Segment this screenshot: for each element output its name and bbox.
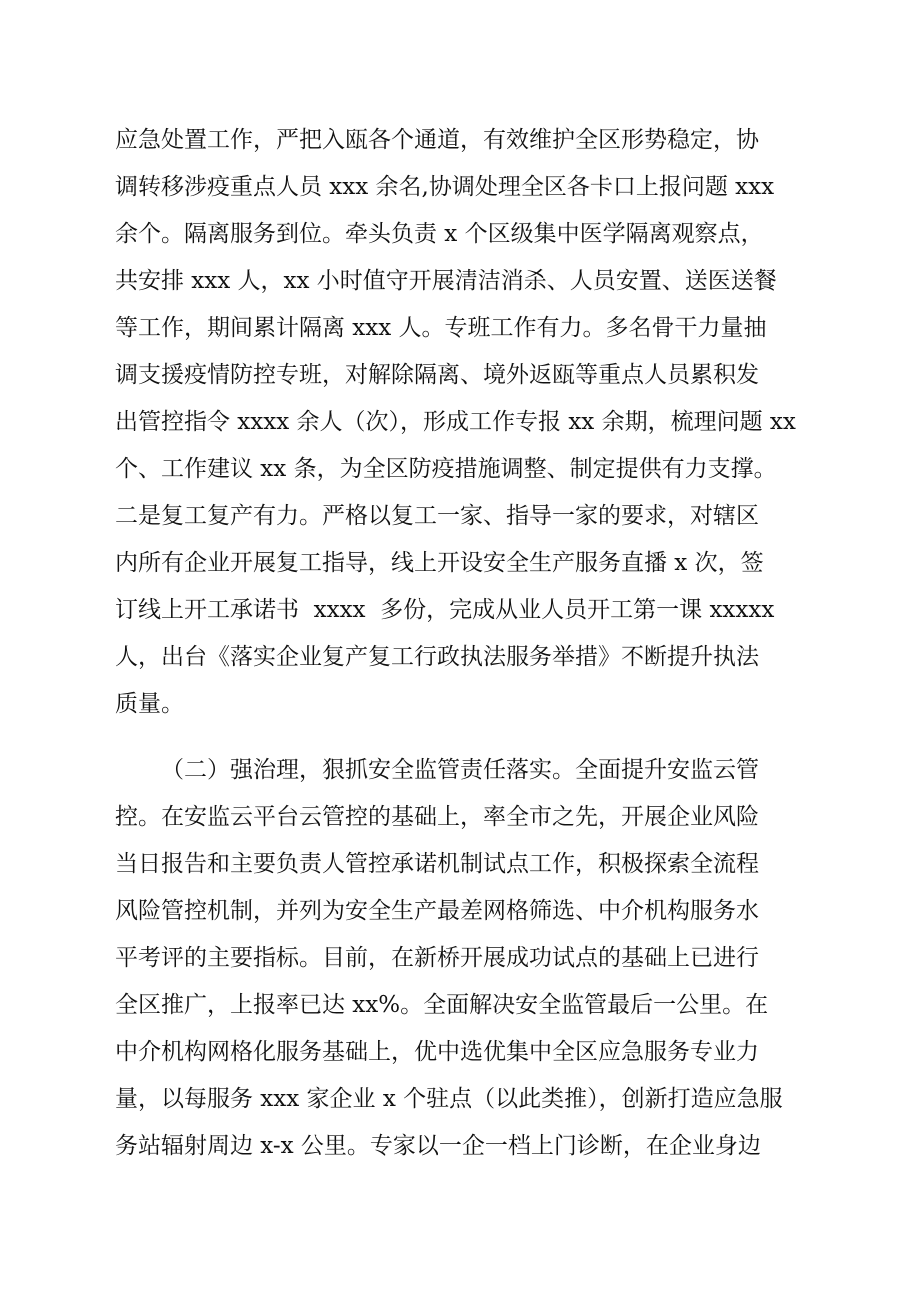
text-line <box>0 986 920 1033</box>
text-line <box>0 845 920 892</box>
text-line <box>0 1033 920 1080</box>
text-line-content: 全区推广，上报率已达 xx%。全面解决安全监管最后一公里。在 <box>115 992 769 1018</box>
document-body <box>0 121 920 1174</box>
text-line <box>0 309 920 356</box>
text-line-content: 订线上开工承诺书 xxxx 多份，完成从业人员开工第一课 xxxxx <box>115 597 775 623</box>
text-line <box>0 798 920 845</box>
text-line-content: 人，出台《落实企业复产复工行政执法服务举措》不断提升执法 <box>115 644 759 670</box>
text-line-content: 中介机构网格化服务基础上，优中选优集中全区应急服务专业力 <box>115 1039 759 1065</box>
text-line <box>0 356 920 403</box>
paragraph-gap <box>0 732 920 751</box>
text-line-content: 质量。 <box>115 691 184 717</box>
text-line-content: 内所有企业开展复工指导，线上开设安全生产服务直播 x 次，签 <box>115 550 764 576</box>
text-line-content: （二）强治理，狠抓安全监管责任落实。全面提升安监云管 <box>161 757 759 783</box>
text-line <box>0 168 920 215</box>
text-line-content: 调转移涉疫重点人员 xxx 余名,协调处理全区各卡口上报问题 xxx <box>115 174 775 200</box>
text-line <box>0 892 920 939</box>
text-line <box>0 591 920 638</box>
text-line <box>0 497 920 544</box>
text-line <box>0 939 920 986</box>
text-line <box>0 121 920 168</box>
text-line-content: 量，以每服务 xxx 家企业 x 个驻点（以此类推），创新打造应急服 <box>115 1086 783 1112</box>
text-line-content: 控。在安监云平台云管控的基础上，率全市之先，开展企业风险 <box>115 804 759 830</box>
text-line <box>0 450 920 497</box>
text-line <box>0 1127 920 1174</box>
text-line-content: 二是复工复产有力。严格以复工一家、指导一家的要求，对辖区 <box>115 503 759 529</box>
text-line <box>0 685 920 732</box>
text-line <box>0 638 920 685</box>
text-line <box>0 1080 920 1127</box>
text-line <box>0 215 920 262</box>
text-line-content: 平考评的主要指标。目前，在新桥开展成功试点的基础上已进行 <box>115 945 759 971</box>
text-line-content: 当日报告和主要负责人管控承诺机制试点工作，积极探索全流程 <box>115 851 759 877</box>
text-line <box>0 262 920 309</box>
text-line <box>0 751 920 798</box>
text-line-content: 共安排 xxx 人，xx 小时值守开展清洁消杀、人员安置、送医送餐 <box>115 268 777 294</box>
text-line-content: 风险管控机制，并列为安全生产最差网格筛选、中介机构服务水 <box>115 898 759 924</box>
text-line <box>0 544 920 591</box>
text-line-content: 应急处置工作，严把入瓯各个通道，有效维护全区形势稳定，协 <box>115 127 759 153</box>
text-line-content: 余个。隔离服务到位。牵头负责 x 个区级集中医学隔离观察点， <box>115 221 764 247</box>
text-line <box>0 403 920 450</box>
text-line-content: 等工作，期间累计隔离 xxx 人。专班工作有力。多名骨干力量抽 <box>115 315 767 341</box>
text-line-content: 个、工作建议 xx 条，为全区防疫措施调整、制定提供有力支撑。 <box>115 456 777 482</box>
text-line-content: 务站辐射周边 x-x 公里。专家以一企一档上门诊断，在企业身边 <box>115 1133 761 1159</box>
text-line-content: 调支援疫情防控专班，对解除隔离、境外返瓯等重点人员累积发 <box>115 362 759 388</box>
text-line-content: 出管控指令 xxxx 余人（次），形成工作专报 xx 余期，梳理问题 xx <box>115 409 796 435</box>
